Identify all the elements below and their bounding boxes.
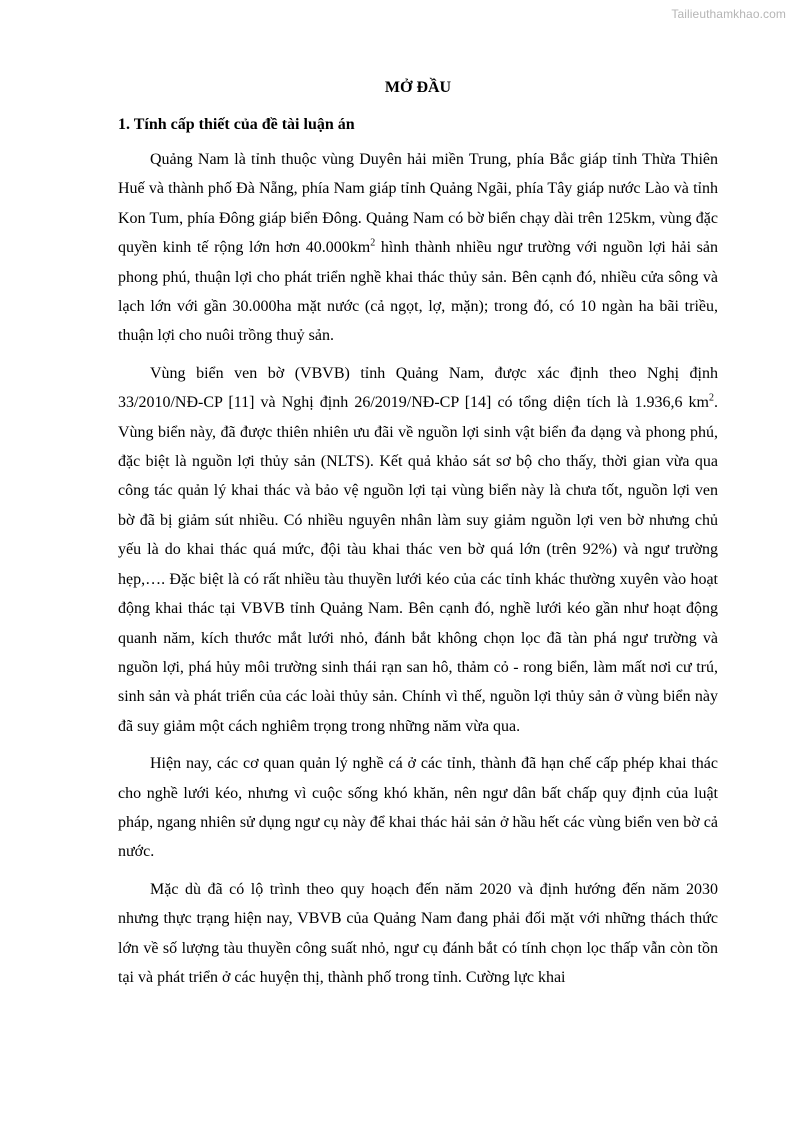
paragraph-1 xyxy=(118,145,718,351)
superscript: 2 xyxy=(709,392,714,404)
paragraph-1-text-b: hình thành nhiều ngư trường với nguồn lợi hải sản phong phú, thuận lợi cho phát triển nghề khai thác thủy sản. Bên cạnh đó, nhiều cửa sông và lạch lớn với gần 30.000ha mặt nước (cả ngọt, lợ, mặn); trong đó, có 10 ngàn ha bãi triều, thuận lợi cho nuôi trồng thuỷ sản. xyxy=(118,239,719,345)
paragraph-2-text-b: . Vùng biển này, đã được thiên nhiên ưu đãi về nguồn lợi sinh vật biển đa dạng và phong phú, đặc biệt là nguồn lợi thủy sản (NLTS). Kết quả khảo sát sơ bộ cho thấy, thời gian vừa qua công tác quản lý khai thác và bảo vệ nguồn lợi tại vùng biển này là chưa tốt, nguồn lợi ven bờ đã bị giảm sút nhiều. Có nhiều nguyên nhân làm suy giảm nguồn lợi ven bờ nhưng chủ yếu là do khai thác quá mức, đội tàu khai thác ven bờ quá lớn (trên 92%) và ngư trường hẹp,…. Đặc biệt là có rất nhiều tàu thuyền lưới kéo của các tỉnh khác thường xuyên vào hoạt động khai thác tại VBVB tỉnh Quảng Nam. Bên cạnh đó, nghề lưới kéo gần như hoạt động quanh năm, kích thước mắt lưới nhỏ, đánh bắt không chọn lọc đã tàn phá ngư trường và nguồn lợi, phá hủy môi trường sinh thái rạn san hô, thảm cỏ - rong biển, làm mất nơi cư trú, sinh sản và phát triển của các loài thủy sản. Chính vì thế, nguồn lợi thủy sản ở vùng biển này đã suy giảm một cách nghiêm trọng trong những năm vừa qua. xyxy=(118,394,718,735)
paragraph-2 xyxy=(118,359,718,741)
paragraph-2-text-a: Vùng biển ven bờ (VBVB) tỉnh Quảng Nam, được xác định theo Nghị định 33/2010/NĐ-CP [11] và Nghị định 26/2019/NĐ-CP [14] có tổng diện tích là 1.936,6 km xyxy=(118,364,718,412)
section-heading: 1. Tính cấp thiết của đề tài luận án xyxy=(118,116,355,133)
paragraph-4: Mặc dù đã có lộ trình theo quy hoạch đến năm 2020 và định hướng đến năm 2030 nhưng thực trạng hiện nay, VBVB của Quảng Nam đang phải đối mặt với những thách thức lớn về số lượng tàu thuyền công suất nhỏ, ngư cụ đánh bắt có tính chọn lọc thấp vẫn còn tồn tại và phát triển ở các huyện thị, thành phố trong tỉnh. Cường lực khai xyxy=(118,880,718,986)
paragraph-1-text-a: Quảng Nam là tỉnh thuộc vùng Duyên hải miền Trung, phía Bắc giáp tỉnh Thừa Thiên Huế và thành phố Đà Nẵng, phía Nam giáp tỉnh Quảng Ngãi, phía Tây giáp nước Lào và tỉnh Kon Tum, phía Đông giáp biển Đông. Quảng Nam có bờ biển chạy dài trên 125km, vùng đặc quyền kinh tế rộng lớn hơn 40.000km xyxy=(118,151,718,257)
page-title: MỞ ĐẦU xyxy=(384,79,452,96)
superscript: 2 xyxy=(370,237,376,249)
paragraph-3: Hiện nay, các cơ quan quản lý nghề cá ở các tỉnh, thành đã hạn chế cấp phép khai thác cho nghề lưới kéo, nhưng vì cuộc sống khó khăn, nên ngư dân bất chấp quy định của luật pháp, ngang nhiên sử dụng ngư cụ này để khai thác hải sản ở hầu hết các vùng biển ven bờ cả nước. xyxy=(118,755,718,861)
document-body xyxy=(118,74,718,1000)
watermark: Tailieuthamkhao.com xyxy=(671,7,786,21)
